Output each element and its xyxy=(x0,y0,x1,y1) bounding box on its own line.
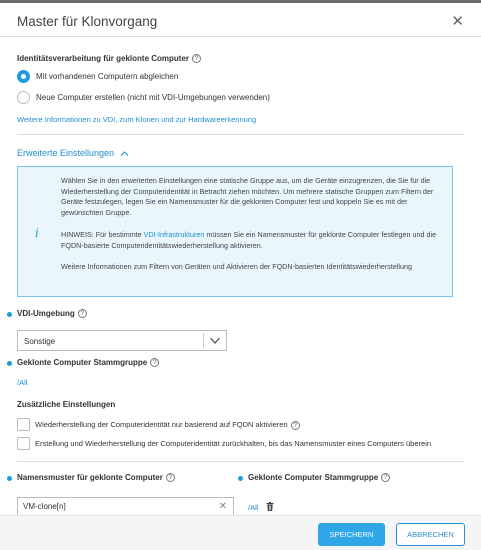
additional-settings-heading: Zusätzliche Einstellungen xyxy=(17,400,116,409)
info-icon: i xyxy=(35,226,39,240)
divider xyxy=(17,461,464,462)
select-divider xyxy=(203,333,204,348)
pattern-group-label xyxy=(248,473,390,482)
dialog-titlebar xyxy=(0,3,481,37)
checkbox-fqdn-label xyxy=(35,420,300,430)
pattern-group-label-text: Geklonte Computer Stammgruppe xyxy=(248,473,379,482)
dialog-footer xyxy=(0,515,481,550)
help-icon[interactable]: ? xyxy=(78,309,87,318)
more-info-vdi-link[interactable]: Weitere Informationen zu VDI, zum Klonen und zur Hardwareerkennung xyxy=(17,115,257,124)
trash-icon[interactable] xyxy=(266,502,274,511)
name-pattern-label-text: Namensmuster für geklonte Computer xyxy=(17,473,163,482)
vdi-label-text: VDI-Umgebung xyxy=(17,309,75,318)
required-dot xyxy=(7,476,12,481)
advanced-settings-label: Erweiterte Einstellungen xyxy=(17,148,115,158)
hint-suffix: müssen Sie ein Namensmuster für geklonte Computer festlegen und die FQDN-basierte Computeridentitätswiederherstellung aktivieren. xyxy=(61,230,437,250)
dialog-content xyxy=(0,38,481,515)
help-icon[interactable]: ? xyxy=(166,473,175,482)
vdi-selected-value: Sonstige xyxy=(24,337,56,346)
chevron-down-icon[interactable] xyxy=(209,334,221,346)
radio-button[interactable] xyxy=(17,91,30,104)
help-icon[interactable]: ? xyxy=(192,54,201,63)
checkbox-fqdn-text: Wiederherstellung der Computeridentität nur basierend auf FQDN aktivieren xyxy=(35,420,288,429)
checkbox[interactable] xyxy=(17,418,30,431)
required-dot xyxy=(7,361,12,366)
vdi-label xyxy=(17,309,87,318)
radio-button-selected[interactable] xyxy=(17,70,30,83)
radio-label-match: Mit vorhandenen Computern abgleichen xyxy=(36,72,179,81)
root-group-value[interactable]: /All xyxy=(17,378,28,387)
clear-icon[interactable]: ✕ xyxy=(218,501,227,512)
name-pattern-input[interactable] xyxy=(17,497,234,515)
advanced-settings-toggle[interactable] xyxy=(17,148,129,158)
pattern-group-value[interactable]: /All xyxy=(248,503,259,512)
chevron-up-icon xyxy=(120,150,129,157)
root-group-label-text: Geklonte Computer Stammgruppe xyxy=(17,358,148,367)
help-icon[interactable]: ? xyxy=(381,473,390,482)
required-dot xyxy=(238,476,243,481)
help-icon[interactable]: ? xyxy=(291,421,300,430)
save-button[interactable]: SPEICHERN xyxy=(318,523,385,546)
required-dot xyxy=(7,312,12,317)
vdi-infrastructures-link[interactable]: VDI-Infrastrukturen xyxy=(143,230,205,239)
close-icon[interactable]: ✕ xyxy=(451,13,464,30)
identity-heading xyxy=(17,54,201,63)
clone-master-dialog xyxy=(0,3,481,550)
root-group-label xyxy=(17,358,159,367)
hint-prefix: HINWEIS: Für bestimmte xyxy=(61,230,144,239)
advanced-info-box xyxy=(17,166,453,297)
checkbox[interactable] xyxy=(17,437,30,450)
dialog-title: Master für Klonvorgang xyxy=(17,14,158,29)
pattern-group-row xyxy=(248,502,274,512)
checkbox-hold-label: Erstellung und Wiederherstellung der Computeridentität zurückhalten, bis das Namensmuster eines Computers überein xyxy=(35,439,432,448)
vdi-environment-select[interactable] xyxy=(17,330,227,351)
help-icon[interactable]: ? xyxy=(150,358,159,367)
filter-fqdn-info-link[interactable]: Weitere Informationen zum Filtern von Geräten und Aktivieren der FQDN-basierten Identitätswiederherstellung xyxy=(61,262,413,271)
radio-label-create: Neue Computer erstellen (nicht mit VDI-Umgebungen verwenden) xyxy=(36,93,270,102)
info-paragraph: Wählen Sie in den erweiterten Einstellungen eine statische Gruppe aus, um die Geräte einzugrenzen, die Sie für die Wiederherstellung der Computeridentität in Betracht ziehen möchten. Um mehrere statische Gruppen zum Filtern der Geräte festzulegen, legen Sie ein Namensmuster für die geklonten Computer fest und koppeln Sie es mit der gewünschten Gruppe. xyxy=(61,176,434,217)
cancel-button[interactable]: ABBRECHEN xyxy=(396,523,465,546)
name-pattern-label xyxy=(17,473,175,482)
info-hint xyxy=(61,230,440,251)
name-pattern-field[interactable] xyxy=(23,502,213,511)
divider xyxy=(17,134,464,135)
identity-heading-text: Identitätsverarbeitung für geklonte Computer xyxy=(17,54,190,63)
